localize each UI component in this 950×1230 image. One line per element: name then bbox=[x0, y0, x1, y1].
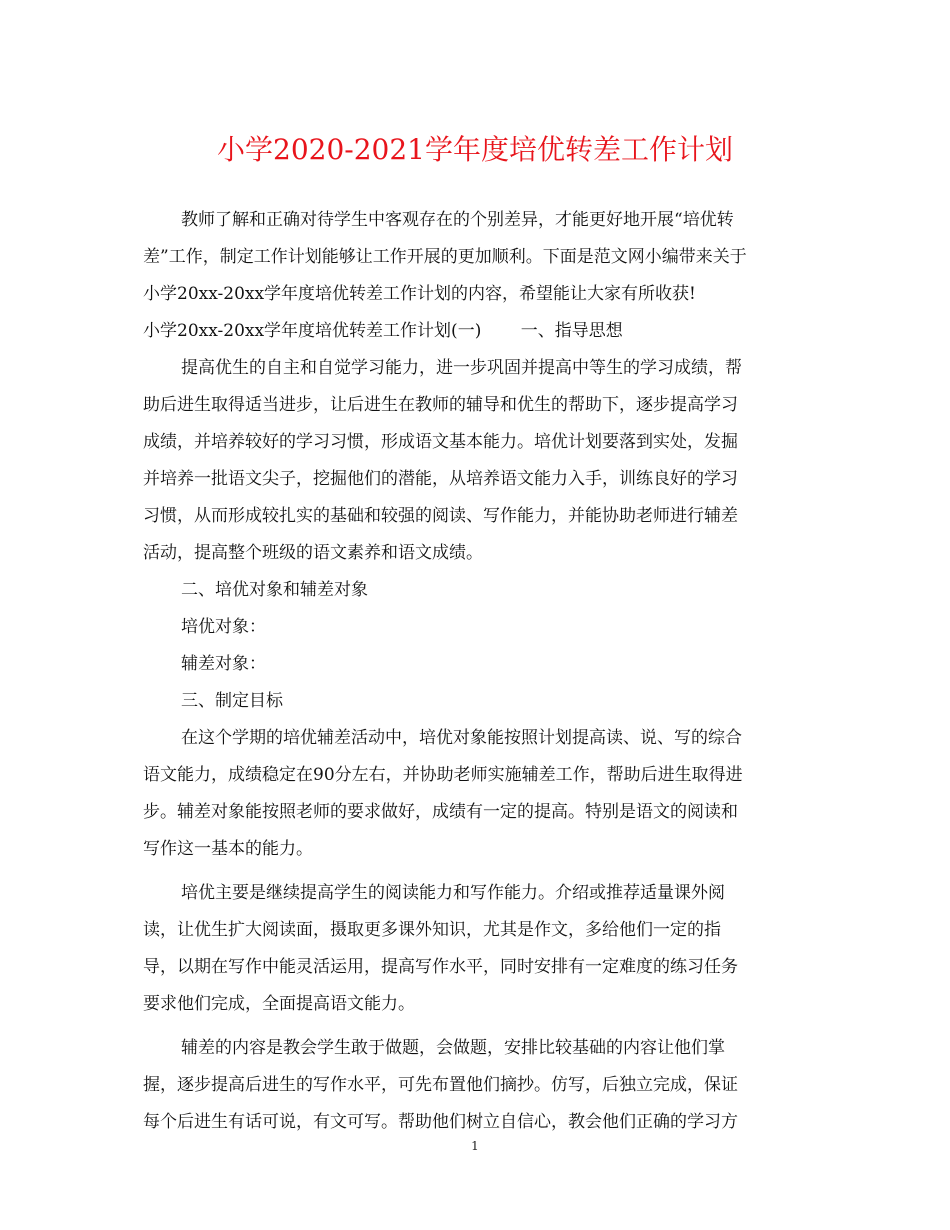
text-line: 习惯，从而形成较扎实的基础和较强的阅读、写作能力，并能协助老师进行辅差 bbox=[143, 506, 738, 526]
text-line: 教师了解和正确对待学生中客观存在的个别差异，才能更好地开展“培优转 bbox=[181, 210, 734, 230]
document-title: 小学2020-2021学年度培优转差工作计划 bbox=[217, 133, 733, 166]
text-line: 培优对象： bbox=[181, 617, 266, 637]
text-line: 握，逐步提高后进生的写作水平，可先布置他们摘抄。仿写，后独立完成，保证 bbox=[143, 1075, 738, 1095]
text-line: 三、制定目标 bbox=[181, 691, 283, 711]
paragraph-gap bbox=[143, 868, 807, 875]
text-line: 要求他们完成，全面提高语文能力。 bbox=[143, 994, 415, 1014]
text-line: 小学20xx-20xx学年度培优转差工作计划(一) 一、指导思想 bbox=[143, 321, 623, 341]
paragraph-gap bbox=[143, 1023, 807, 1030]
text-line: 培优主要是继续提高学生的阅读能力和写作能力。介绍或推荐适量课外阅 bbox=[181, 883, 725, 903]
text-line: 成绩，并培养较好的学习习惯，形成语文基本能力。培优计划要落到实处，发掘 bbox=[143, 432, 738, 452]
document-body bbox=[143, 202, 807, 1141]
text-line: 写作这一基本的能力。 bbox=[143, 839, 313, 859]
text-line: 小学20xx-20xx学年度培优转差工作计划的内容，希望能让大家有所收获! bbox=[143, 284, 696, 304]
text-line: 语文能力，成绩稳定在90分左右，并协助老师实施辅差工作，帮助后进生取得进 bbox=[143, 765, 743, 785]
text-line: 活动，提高整个班级的语文素养和语文成绩。 bbox=[143, 543, 483, 563]
text-line: 辅差对象： bbox=[181, 654, 266, 674]
text-line: 并培养一批语文尖子，挖掘他们的潜能，从培养语文能力入手，训练良好的学习 bbox=[143, 469, 738, 489]
text-line: 导，以期在写作中能灵活运用，提高写作水平，同时安排有一定难度的练习任务 bbox=[143, 957, 738, 977]
text-line: 提高优生的自主和自觉学习能力，进一步巩固并提高中等生的学习成绩，帮 bbox=[181, 358, 742, 378]
text-line: 在这个学期的培优辅差活动中，培优对象能按照计划提高读、说、写的综合 bbox=[181, 728, 742, 748]
text-line: 步。辅差对象能按照老师的要求做好，成绩有一定的提高。特别是语文的阅读和 bbox=[143, 802, 738, 822]
text-line: 读，让优生扩大阅读面，摄取更多课外知识，尤其是作文，多给他们一定的指 bbox=[143, 920, 721, 940]
text-line: 每个后进生有话可说，有文可写。帮助他们树立自信心，教会他们正确的学习方 bbox=[143, 1112, 738, 1132]
text-line: 助后进生取得适当进步，让后进生在教师的辅导和优生的帮助下，逐步提高学习 bbox=[143, 395, 738, 415]
page-number: 1 bbox=[471, 1139, 479, 1153]
text-line: 辅差的内容是教会学生敢于做题，会做题，安排比较基础的内容让他们掌 bbox=[181, 1038, 725, 1058]
text-line: 差”工作，制定工作计划能够让工作开展的更加顺利。下面是范文网小编带来关于 bbox=[143, 247, 747, 267]
text-line: 二、培优对象和辅差对象 bbox=[181, 580, 368, 600]
